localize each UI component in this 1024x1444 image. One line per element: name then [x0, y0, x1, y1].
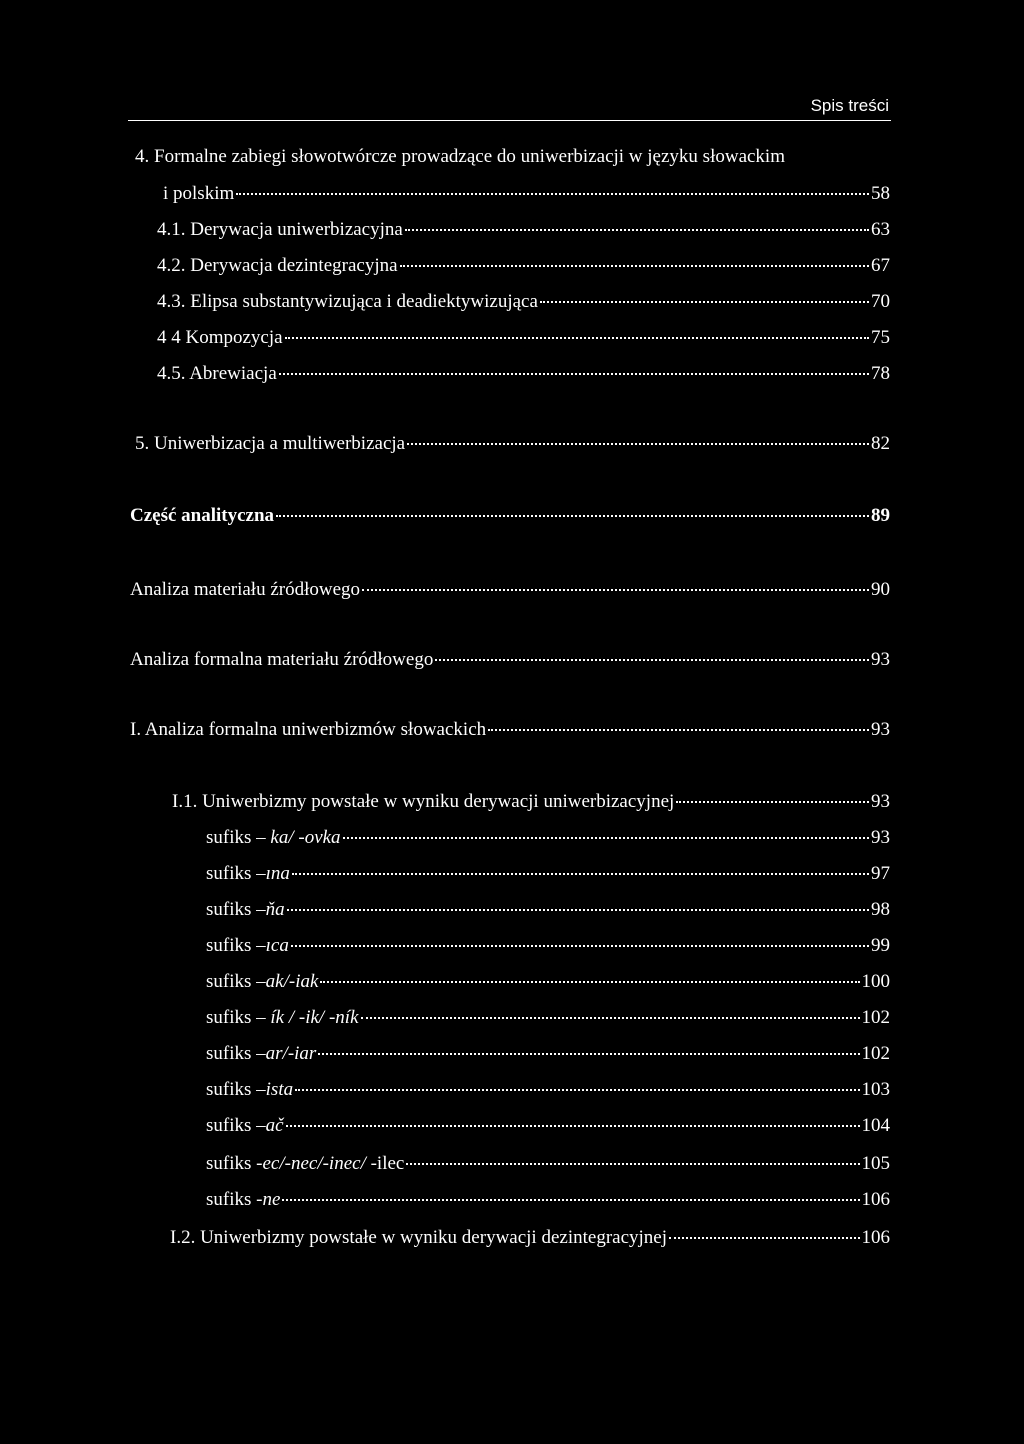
dot-leader: [279, 372, 869, 375]
toc-page-number: 75: [871, 327, 890, 348]
toc-suffix-ar-iar[interactable]: [206, 1042, 890, 1066]
toc-entry-text: 4 4 Kompozycja: [157, 327, 283, 348]
dot-leader: [405, 228, 869, 231]
dot-leader: [488, 728, 869, 731]
toc-page-number: 90: [871, 579, 890, 600]
toc-entry-4-line2[interactable]: [163, 182, 890, 206]
suffix-label: sufiks –: [206, 935, 266, 956]
toc-entry-text: I.2. Uniwerbizmy powstałe w wyniku derywacji dezintegracyjnej: [170, 1227, 668, 1248]
dot-leader: [407, 442, 869, 445]
suffix-form: -ec/-nec/-inec/: [256, 1153, 366, 1174]
toc-entry-formal-analysis[interactable]: [130, 648, 890, 672]
dot-leader: [320, 980, 859, 983]
suffix-label: sufiks –: [206, 1115, 266, 1136]
toc-entry-5[interactable]: [135, 432, 890, 456]
dot-leader: [406, 1162, 859, 1165]
toc-suffix-ac[interactable]: [206, 1114, 890, 1138]
suffix-form: ňa: [265, 899, 285, 920]
suffix-form: ına: [265, 863, 290, 884]
toc-page-number: 93: [871, 649, 890, 670]
toc-page-number: 63: [871, 219, 890, 240]
toc-page-number: 103: [861, 1079, 890, 1100]
toc-page-number: 67: [871, 255, 890, 276]
toc-entry-text: [206, 934, 289, 958]
toc-page-number: 98: [871, 899, 890, 920]
toc-entry-I-1[interactable]: [172, 790, 890, 814]
dot-leader: [282, 1198, 859, 1201]
toc-entry-text: [206, 970, 318, 994]
suffix-label: sufiks –: [206, 1043, 266, 1064]
toc-entry-text: I.1. Uniwerbizmy powstałe w wyniku derywacji uniwerbizacyjnej: [172, 791, 675, 812]
toc-entry-text: 5. Uniwerbizacja a multiwerbizacja: [135, 433, 406, 454]
dot-leader: [318, 1052, 859, 1055]
toc-suffix-ina[interactable]: [206, 862, 890, 886]
toc-suffix-na[interactable]: [206, 898, 890, 922]
toc-entry-text: [206, 1152, 404, 1176]
toc-page-number: 93: [871, 791, 890, 812]
toc-suffix-ec-ilec[interactable]: [206, 1152, 890, 1176]
toc-entry-text: Część analityczna: [130, 505, 275, 526]
running-header: [128, 96, 891, 121]
suffix-form: ka/ -ovka: [270, 827, 341, 848]
dot-leader: [362, 588, 869, 591]
toc-entry-4-3[interactable]: [157, 290, 890, 314]
toc-page-number: 104: [861, 1115, 890, 1136]
suffix-form: ıca: [265, 935, 289, 956]
dot-leader: [285, 336, 869, 339]
toc-page-number: 93: [871, 719, 890, 740]
toc-page-number: 106: [861, 1227, 890, 1248]
dot-leader: [400, 264, 869, 267]
toc-entry-text: 4.2. Derywacja dezintegracyjna: [157, 255, 398, 276]
dot-leader: [295, 1088, 859, 1091]
toc-entry-I-2[interactable]: [170, 1226, 890, 1250]
toc-page-number: 99: [871, 935, 890, 956]
toc-page-number: 100: [861, 971, 890, 992]
toc-suffix-ista[interactable]: [206, 1078, 890, 1102]
toc-entry-text: [206, 1042, 316, 1066]
toc-page-number: 93: [871, 827, 890, 848]
toc-page-number: 89: [871, 505, 890, 526]
toc-page-number: 58: [871, 183, 890, 204]
suffix-label: sufiks –: [206, 863, 266, 884]
toc-entry-text: 4.3. Elipsa substantywizująca i deadiektywizująca: [157, 291, 538, 312]
suffix-label: sufiks –: [206, 971, 266, 992]
toc-page-number: 102: [861, 1043, 890, 1064]
toc-entry-source-analysis[interactable]: [130, 578, 890, 602]
suffix-label: sufiks: [206, 1153, 257, 1174]
toc-page-number: 70: [871, 291, 890, 312]
toc-entry-text: 4.5. Abrewiacja: [157, 363, 277, 384]
dot-leader: [292, 872, 869, 875]
toc-page-number: 105: [861, 1153, 890, 1174]
toc-entry-4-5[interactable]: [157, 362, 890, 386]
toc-entry-text: Analiza materiału źródłowego: [130, 579, 361, 600]
suffix-label: sufiks –: [206, 899, 266, 920]
suffix-label: sufiks –: [206, 1079, 266, 1100]
suffix-label: sufiks: [206, 1189, 257, 1210]
suffix-tail: -ilec: [365, 1153, 405, 1174]
dot-leader: [286, 1124, 860, 1127]
toc-entry-text: [206, 826, 341, 850]
toc-entry-analytic-part[interactable]: [130, 504, 890, 528]
suffix-form: ista: [265, 1079, 294, 1100]
toc-entry-4-1[interactable]: [157, 218, 890, 242]
suffix-form: ar/-iar: [265, 1043, 317, 1064]
toc-entry-text: [206, 1006, 359, 1030]
dot-leader: [287, 908, 869, 911]
dot-leader: [676, 800, 869, 803]
toc-entry-text: [206, 1188, 280, 1212]
toc-suffix-ak-iak[interactable]: [206, 970, 890, 994]
dot-leader: [669, 1236, 859, 1239]
suffix-form: -ne: [256, 1189, 281, 1210]
toc-entry-text: [206, 862, 290, 886]
toc-page-number: 102: [861, 1007, 890, 1028]
toc-page-number: 97: [871, 863, 890, 884]
toc-page-number: 82: [871, 433, 890, 454]
toc-entry-text: [206, 1078, 293, 1102]
suffix-form: ak/-iak: [265, 971, 319, 992]
toc-suffix-ik-nik[interactable]: [206, 1006, 890, 1030]
dot-leader: [276, 514, 869, 517]
dot-leader: [236, 192, 869, 195]
toc-entry-4-line1: [135, 145, 785, 169]
dot-leader: [435, 658, 869, 661]
toc-entry-text: 4. Formalne zabiegi słowotwórcze prowadzące do uniwerbizacji w języku słowackim: [135, 146, 785, 167]
dot-leader: [361, 1016, 860, 1019]
suffix-form: ač: [265, 1115, 284, 1136]
dot-leader: [343, 836, 869, 839]
toc-entry-I[interactable]: [130, 718, 890, 742]
toc-page-number: 106: [861, 1189, 890, 1210]
suffix-form: ík / -ik/ -ník: [270, 1007, 359, 1028]
toc-suffix-ka-ovka[interactable]: [206, 826, 890, 850]
toc-entry-text: 4.1. Derywacja uniwerbizacyjna: [157, 219, 403, 240]
dot-leader: [291, 944, 869, 947]
suffix-label: sufiks –: [206, 827, 271, 848]
dot-leader: [540, 300, 869, 303]
toc-entry-text: i polskim: [163, 183, 235, 204]
toc-entry-text: Analiza formalna materiału źródłowego: [130, 649, 434, 670]
toc-entry-text: [206, 1114, 284, 1138]
toc-suffix-ica[interactable]: [206, 934, 890, 958]
toc-entry-4-4[interactable]: [157, 326, 890, 350]
toc-entry-text: [206, 898, 285, 922]
suffix-label: sufiks –: [206, 1007, 271, 1028]
toc-page-number: 78: [871, 363, 890, 384]
header-title: Spis treści: [810, 96, 889, 115]
toc-entry-text: I. Analiza formalna uniwerbizmów słowackich: [130, 719, 487, 740]
toc-entry-4-2[interactable]: [157, 254, 890, 278]
toc-suffix-ne[interactable]: [206, 1188, 890, 1212]
